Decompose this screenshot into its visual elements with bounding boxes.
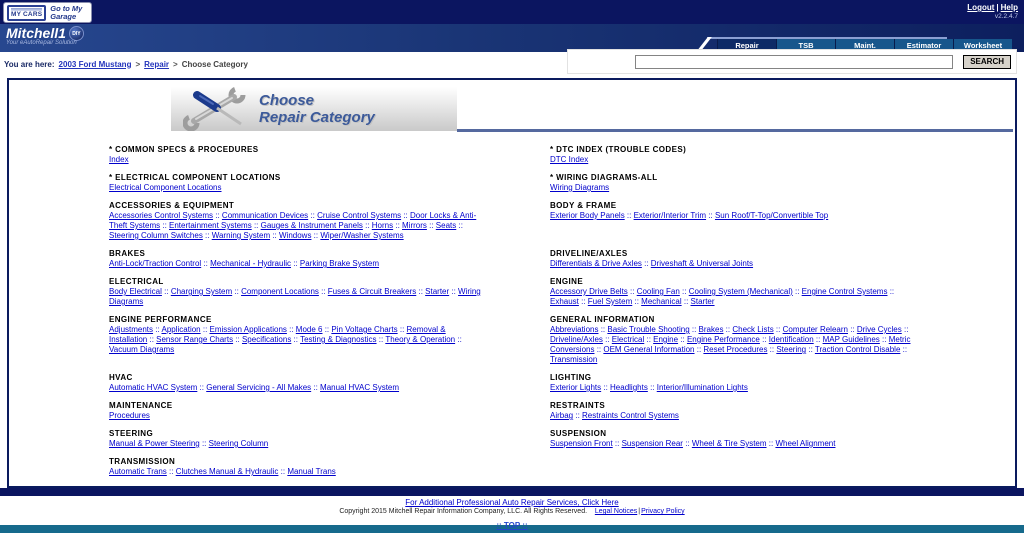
category-links — [109, 325, 481, 355]
category-link[interactable]: Accessories Control Systems — [109, 211, 214, 220]
category-section — [550, 249, 922, 269]
link-separator: :: — [251, 221, 261, 230]
category-links — [109, 259, 481, 269]
category-link[interactable]: Identification — [768, 335, 814, 344]
top-link[interactable]: :: TOP :: — [496, 521, 528, 530]
tab-worksheet[interactable]: Worksheet — [953, 39, 1012, 52]
category-link[interactable]: Fuel System — [587, 297, 633, 306]
category-link[interactable]: Windows — [279, 231, 312, 240]
link-separator: :: — [456, 221, 463, 230]
category-grid — [9, 145, 1015, 485]
category-link[interactable]: MAP Guidelines — [822, 335, 880, 344]
category-link[interactable]: Drive Cycles — [856, 325, 902, 334]
category-link[interactable]: Index — [109, 155, 129, 164]
category-link[interactable]: Anti-Lock/Traction Control — [109, 259, 202, 268]
link-separator: :: — [401, 211, 410, 220]
category-links — [109, 183, 481, 193]
category-link[interactable]: Automatic HVAC System — [109, 383, 198, 392]
category-heading: * ELECTRICAL COMPONENT LOCATIONS — [109, 173, 281, 182]
category-links — [550, 183, 922, 193]
category-links — [550, 259, 922, 269]
category-link[interactable]: Wiring Diagrams — [109, 287, 481, 306]
category-heading: LIGHTING — [550, 373, 592, 382]
category-heading: * COMMON SPECS & PROCEDURES — [109, 145, 259, 154]
category-link[interactable]: Driveline/Axles — [550, 335, 603, 344]
link-separator: :: — [291, 259, 300, 268]
banner-art — [171, 87, 457, 131]
link-separator: :: — [270, 231, 279, 240]
diy-badge-icon: DIY — [69, 26, 84, 41]
search-input[interactable] — [635, 55, 953, 69]
category-section — [550, 401, 922, 421]
tab-repair[interactable]: Repair — [717, 39, 776, 52]
category-heading: MAINTENANCE — [109, 401, 173, 410]
link-separator: :: — [900, 345, 908, 354]
link-separator: :: — [806, 345, 815, 354]
link-separator: :: — [318, 287, 328, 296]
breadcrumb-separator: > — [135, 59, 141, 69]
category-heading: RESTRAINTS — [550, 401, 606, 410]
category-link[interactable]: Metric Conversions — [550, 335, 911, 354]
category-heading: SUSPENSION — [550, 429, 607, 438]
category-link[interactable]: Manual & Power Steering — [109, 439, 200, 448]
category-link[interactable]: Clutches Manual & Hydraulic — [175, 467, 279, 476]
link-separator: :: — [689, 325, 699, 334]
link-separator: :: — [166, 467, 176, 476]
category-link[interactable]: Driveshaft & Universal Joints — [650, 259, 754, 268]
category-heading: BODY & FRAME — [550, 201, 617, 210]
category-heading: TRANSMISSION — [109, 457, 176, 466]
category-link[interactable]: Testing & Diagnostics — [300, 335, 377, 344]
link-separator: :: — [213, 211, 222, 220]
link-separator: :: — [291, 335, 301, 344]
link-separator: :: — [322, 325, 332, 334]
link-separator: :: — [233, 335, 242, 344]
breadcrumb-vehicle-link[interactable]: 2003 Ford Mustang — [58, 59, 132, 69]
link-separator: :: — [200, 325, 210, 334]
link-separator: :: — [723, 325, 733, 334]
category-heading: STEERING — [109, 429, 154, 438]
category-link[interactable]: Vacuum Diagrams — [109, 345, 175, 354]
logo-text: Mitchell1 — [6, 25, 66, 41]
category-links — [550, 287, 922, 307]
category-link[interactable]: Horns — [371, 221, 394, 230]
link-separator: :: — [682, 439, 692, 448]
link-separator: :: — [573, 411, 583, 420]
category-link[interactable]: Check Lists — [732, 325, 774, 334]
category-link[interactable]: OEM General Information — [603, 345, 695, 354]
category-section — [109, 173, 481, 193]
category-link[interactable]: Brakes — [698, 325, 724, 334]
category-link[interactable]: Suspension Rear — [621, 439, 683, 448]
license-plate-icon — [7, 5, 46, 21]
link-separator: :: — [632, 297, 642, 306]
link-separator: :: — [694, 345, 704, 354]
category-link[interactable]: Wheel Alignment — [775, 439, 836, 448]
category-links — [109, 211, 481, 241]
link-separator: :: — [197, 383, 207, 392]
link-separator: :: — [901, 325, 909, 334]
category-link[interactable]: DTC Index — [550, 155, 589, 164]
category-links — [550, 211, 922, 221]
category-section — [550, 145, 922, 165]
category-link[interactable]: Gauges & Instrument Panels — [260, 221, 363, 230]
category-links — [109, 411, 481, 421]
breadcrumb-current: Choose Category — [181, 59, 248, 69]
mitchell1-logo[interactable] — [6, 25, 84, 46]
breadcrumb-prefix: You are here: — [4, 59, 55, 69]
category-link[interactable]: Steering — [776, 345, 807, 354]
category-links — [550, 439, 922, 449]
link-separator: :: — [759, 335, 769, 344]
link-separator: :: — [393, 221, 403, 230]
category-link[interactable]: Warning System — [211, 231, 271, 240]
category-link[interactable]: Traction Control Disable — [814, 345, 901, 354]
search-panel — [568, 50, 1016, 73]
category-links — [550, 155, 922, 165]
category-heading: BRAKES — [109, 249, 146, 258]
category-link[interactable]: Wiring Diagrams — [550, 183, 610, 192]
link-separator: :: — [153, 325, 162, 334]
category-link[interactable]: Basic Trouble Shooting — [607, 325, 690, 334]
category-link[interactable]: Electrical — [611, 335, 645, 344]
category-link[interactable]: Adjustments — [109, 325, 154, 334]
category-section — [109, 429, 481, 449]
link-separator: :: — [624, 211, 634, 220]
my-garage-button[interactable] — [3, 2, 92, 23]
copyright-text: Copyright 2015 Mitchell Repair Information Company, LLC. All Rights Reserved. — [339, 508, 588, 515]
category-link[interactable]: Starter — [690, 297, 715, 306]
category-link[interactable]: Restraints Control Systems — [582, 411, 679, 420]
category-section — [550, 173, 922, 193]
category-link[interactable]: Seats — [435, 221, 457, 230]
link-separator: :: — [311, 383, 321, 392]
category-links — [550, 411, 922, 421]
category-link[interactable]: Cruise Control Systems — [317, 211, 402, 220]
category-link[interactable]: Fuses & Circuit Breakers — [327, 287, 417, 296]
category-section — [109, 373, 481, 393]
topbar-right — [967, 3, 1018, 20]
additional-services-link[interactable]: For Additional Professional Auto Repair Services, Click Here — [405, 498, 619, 507]
category-heading: * DTC INDEX (TROUBLE CODES) — [550, 145, 687, 154]
link-separator: :: — [601, 383, 611, 392]
link-separator: :: — [602, 335, 612, 344]
category-links — [109, 439, 481, 449]
category-section — [550, 315, 922, 365]
link-separator: :: — [308, 211, 318, 220]
garage-label: Go to My Garage — [50, 3, 83, 21]
category-section — [109, 457, 481, 477]
link-separator: :: — [362, 221, 372, 230]
category-section — [550, 201, 922, 241]
category-section — [550, 373, 922, 393]
footer-navy-bar — [0, 488, 1024, 496]
link-separator: :: — [813, 335, 823, 344]
category-link[interactable]: Mechanical - Hydraulic — [210, 259, 291, 268]
help-link[interactable]: Help — [1000, 3, 1018, 12]
search-button[interactable]: SEARCH — [963, 55, 1011, 69]
link-separator: :: — [681, 297, 691, 306]
link-separator: :: — [678, 335, 687, 344]
category-link[interactable]: Mechanical — [641, 297, 682, 306]
link-separator: :: — [286, 325, 296, 334]
link-separator: :: — [199, 439, 209, 448]
link-separator: :: — [161, 287, 171, 296]
category-link[interactable]: Emission Applications — [209, 325, 287, 334]
link-separator: :: — [879, 335, 889, 344]
page-title-line1: Choose — [259, 92, 315, 109]
category-heading: * WIRING DIAGRAMS-ALL — [550, 173, 658, 182]
header-band — [0, 24, 1024, 52]
category-link[interactable]: Exhaust — [550, 297, 579, 306]
category-links — [109, 383, 481, 393]
category-link[interactable]: Engine Control Systems — [801, 287, 888, 296]
category-link[interactable]: Mirrors — [402, 221, 427, 230]
category-link[interactable]: Mode 6 — [295, 325, 323, 334]
category-link[interactable]: Body Electrical — [109, 287, 162, 296]
category-link[interactable]: Steering Column Switches — [109, 231, 203, 240]
link-separator: :: — [311, 231, 321, 240]
category-link[interactable]: Steering Column — [208, 439, 269, 448]
link-separator: :: — [160, 221, 170, 230]
plate-label: MY CARS — [11, 10, 43, 18]
category-link[interactable]: Sensor Range Charts — [156, 335, 234, 344]
link-separator: :: — [612, 439, 622, 448]
category-link[interactable]: Application — [161, 325, 201, 334]
category-link[interactable]: Entertainment Systems — [169, 221, 252, 230]
category-section — [109, 249, 481, 269]
link-separator: :: — [594, 345, 604, 354]
version-label: v2.2.4.7 — [994, 13, 1018, 20]
category-link[interactable]: Exterior Lights — [550, 383, 602, 392]
category-link[interactable]: Transmission — [550, 355, 598, 364]
category-link[interactable]: Exterior/Interior Trim — [633, 211, 707, 220]
legal-notices-link[interactable]: Legal Notices — [594, 508, 638, 515]
page-title-line2: Repair Category — [259, 109, 375, 126]
link-separator: :: — [376, 335, 386, 344]
logout-link[interactable]: Logout — [967, 3, 995, 12]
link-separator: :: — [278, 467, 288, 476]
top-bar — [0, 0, 1024, 24]
category-link[interactable]: Starter — [425, 287, 450, 296]
category-link[interactable]: Airbag — [550, 411, 574, 420]
category-heading: ACCESSORIES & EQUIPMENT — [109, 201, 235, 210]
category-link[interactable]: Parking Brake System — [299, 259, 380, 268]
category-heading: ENGINE PERFORMANCE — [109, 315, 212, 324]
link-separator: :: — [202, 231, 212, 240]
banner-rule — [457, 129, 1013, 132]
category-link[interactable]: Door Locks & Anti-Theft Systems — [109, 211, 477, 230]
link-separator: :: — [449, 287, 459, 296]
category-links — [109, 155, 481, 165]
category-link[interactable]: Manual HVAC System — [320, 383, 400, 392]
link-separator: :: — [766, 439, 776, 448]
category-link[interactable]: Specifications — [241, 335, 292, 344]
category-section — [550, 429, 922, 449]
category-section — [109, 145, 481, 165]
tools-icon — [183, 87, 247, 131]
link-separator: :: — [773, 325, 783, 334]
category-link[interactable]: Pin Voltage Charts — [331, 325, 398, 334]
breadcrumb-separator: > — [173, 59, 178, 69]
category-banner — [9, 85, 1015, 135]
category-link[interactable]: Interior/Illumination Lights — [656, 383, 748, 392]
category-link[interactable]: Engine — [653, 335, 679, 344]
link-divider: | — [638, 508, 641, 515]
category-link[interactable]: Exterior Body Panels — [550, 211, 625, 220]
link-separator: :: — [578, 297, 588, 306]
category-section — [109, 401, 481, 421]
tab-maint[interactable]: Maint. — [835, 39, 894, 52]
link-separator: :: — [792, 287, 802, 296]
link-separator: :: — [706, 211, 715, 220]
link-separator: :: — [679, 287, 689, 296]
link-separator: :: — [397, 325, 407, 334]
category-link[interactable]: Charging System — [170, 287, 233, 296]
link-separator: :: — [416, 287, 426, 296]
category-links — [550, 383, 922, 393]
category-section — [550, 457, 922, 477]
category-link[interactable]: Differentials & Drive Axles — [550, 259, 642, 268]
link-separator: :: — [147, 335, 157, 344]
category-link[interactable]: Automatic Trans — [109, 467, 167, 476]
link-divider: | — [996, 3, 999, 12]
category-links — [550, 325, 922, 365]
category-link[interactable]: Reset Procedures — [703, 345, 768, 354]
category-section — [109, 201, 481, 241]
category-link[interactable]: Suspension Front — [550, 439, 613, 448]
footer — [0, 496, 1024, 530]
category-link[interactable]: Computer Relearn — [782, 325, 848, 334]
category-link[interactable]: Accessory Drive Belts — [550, 287, 628, 296]
link-separator: :: — [644, 335, 654, 344]
category-link[interactable]: Manual Trans — [287, 467, 336, 476]
link-separator: :: — [232, 287, 242, 296]
category-heading: ENGINE — [550, 277, 584, 286]
link-separator: :: — [647, 383, 657, 392]
category-link[interactable]: Wiper/Washer Systems — [320, 231, 404, 240]
category-link[interactable]: Abbreviations — [550, 325, 599, 334]
category-links — [109, 467, 481, 477]
link-separator: :: — [641, 259, 651, 268]
link-separator: :: — [887, 287, 895, 296]
link-separator: :: — [426, 221, 436, 230]
category-link[interactable]: Procedures — [109, 411, 150, 420]
tab-tsb[interactable]: TSB — [776, 39, 835, 52]
category-heading: HVAC — [109, 373, 133, 382]
category-link[interactable]: Wheel & Tire System — [691, 439, 767, 448]
link-separator: :: — [455, 335, 462, 344]
category-link[interactable]: Communication Devices — [221, 211, 309, 220]
category-link[interactable]: Headlights — [610, 383, 648, 392]
category-link[interactable]: Sun Roof/T-Top/Convertible Top — [714, 211, 829, 220]
category-link[interactable]: Cooling System (Mechanical) — [688, 287, 793, 296]
logo-tagline: Your eAutoRepair Solution — [6, 40, 77, 46]
link-separator: :: — [598, 325, 608, 334]
main-content — [7, 78, 1017, 488]
link-separator: :: — [201, 259, 211, 268]
tab-estimator[interactable]: Estimator — [894, 39, 953, 52]
category-section — [109, 277, 481, 307]
category-section — [109, 315, 481, 365]
category-link[interactable]: Cooling Fan — [636, 287, 680, 296]
category-link[interactable]: Theory & Operation — [385, 335, 456, 344]
page-title — [259, 92, 375, 126]
category-link[interactable]: Engine Performance — [686, 335, 760, 344]
privacy-policy-link[interactable]: Privacy Policy — [641, 508, 685, 515]
category-links — [109, 287, 481, 307]
category-link[interactable]: Removal & Installation — [109, 325, 446, 344]
category-link[interactable]: Component Locations — [241, 287, 319, 296]
breadcrumb-repair-link[interactable]: Repair — [144, 59, 170, 69]
category-heading: GENERAL INFORMATION — [550, 315, 655, 324]
copyright-row — [0, 508, 1024, 515]
category-heading: DRIVELINE/AXLES — [550, 249, 628, 258]
link-separator: :: — [767, 345, 777, 354]
category-section — [550, 277, 922, 307]
category-heading: ELECTRICAL — [109, 277, 164, 286]
category-link[interactable]: Electrical Component Locations — [109, 183, 222, 192]
link-separator: :: — [847, 325, 857, 334]
link-separator: :: — [627, 287, 637, 296]
category-link[interactable]: General Servicing - All Makes — [206, 383, 312, 392]
